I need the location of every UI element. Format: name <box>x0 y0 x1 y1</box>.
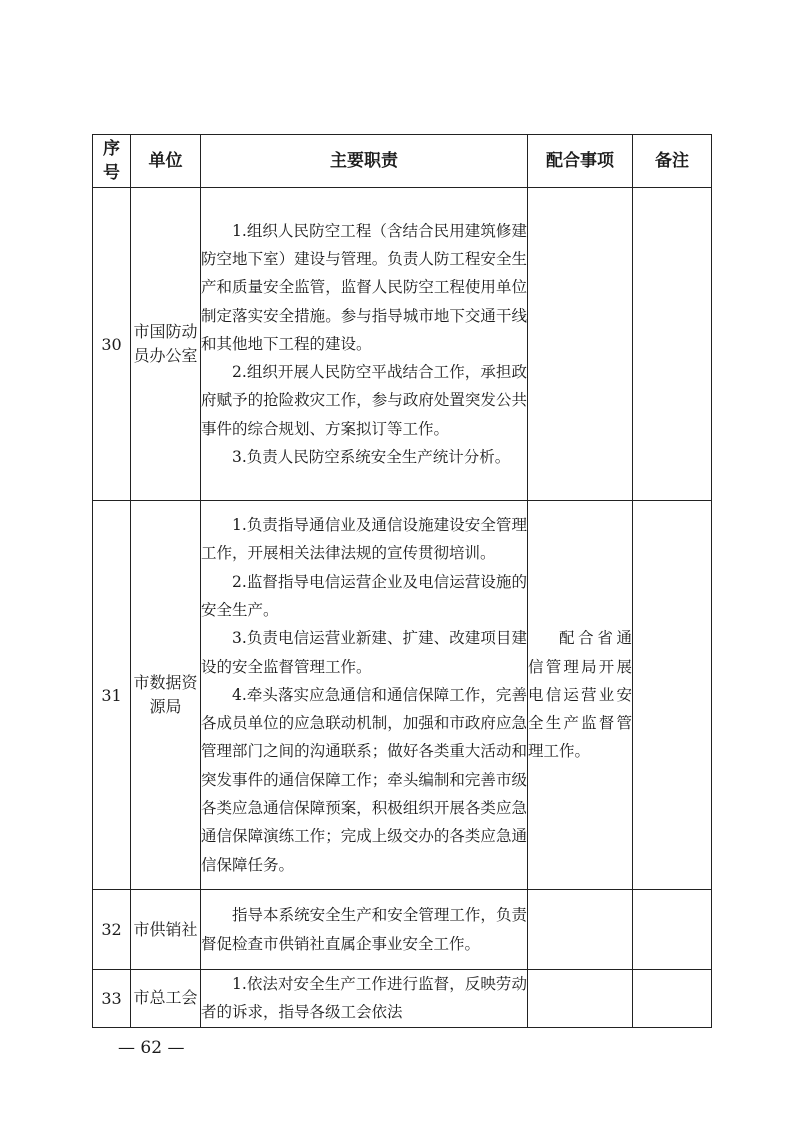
row-unit: 市数据资源局 <box>131 501 201 890</box>
duty-item: 3.负责人民防空系统安全生产统计分析。 <box>232 448 511 467</box>
table-row <box>93 970 712 1028</box>
duty-item: 1.依法对安全生产工作进行监督，反映劳动者的诉求，指导各级工会依法 <box>201 975 527 1022</box>
row-remarks <box>633 970 712 1028</box>
row-unit: 市总工会 <box>131 970 201 1028</box>
row-coop <box>528 970 633 1028</box>
table-row <box>93 188 712 501</box>
duty-item: 1.组织人民防空工程（含结合民用建筑修建防空地下室）建设与管理。负责人防工程安全生产和质量安全监管，监督人民防空工程使用单位制定落实安全措施。参与指导城市地下交通干线和其他地下工程的建设。 <box>201 221 527 353</box>
header-remarks: 备注 <box>633 135 712 188</box>
row-remarks <box>633 188 712 501</box>
duty-item: 4.牵头落实应急通信和通信保障工作，完善各成员单位的应急联动机制，加强和市政府应急管理部门之间的沟通联系；做好各类重大活动和突发事件的通信保障工作；牵头编制和完善市级各类应急通信保障预案，积极组织开展各类应急通信保障演练工作；完成上级交办的各类应急通信保障任务。 <box>201 685 527 874</box>
header-duties: 主要职责 <box>201 135 528 188</box>
coop-text: 配合省通信管理局开展电信运营业安全生产监督管理工作。 <box>528 629 632 761</box>
row-unit: 市国防动员办公室 <box>131 188 201 501</box>
table-row <box>93 501 712 890</box>
duty-item: 2.组织开展人民防空平战结合工作，承担政府赋予的抢险救灾工作，参与政府处置突发公共事件的综合规划、方案拟订等工作。 <box>201 363 527 438</box>
row-duties <box>201 501 528 890</box>
duty-item: 1.负责指导通信业及通信设施建设安全管理工作，开展相关法律法规的宣传贯彻培训。 <box>201 516 527 563</box>
table-row <box>93 890 712 970</box>
duty-item: 指导本系统安全生产和安全管理工作，负责督促检查市供销社直属企事业安全工作。 <box>201 906 527 953</box>
row-number: 32 <box>93 890 131 970</box>
page-number: — 62 — <box>118 1038 185 1058</box>
header-coop: 配合事项 <box>528 135 633 188</box>
row-remarks <box>633 501 712 890</box>
row-duties <box>201 970 528 1028</box>
header-seq: 序号 <box>93 135 131 188</box>
table-header-row <box>93 135 712 188</box>
duty-item: 3.负责电信运营业新建、扩建、改建项目建设的安全监督管理工作。 <box>201 629 527 676</box>
row-duties <box>201 890 528 970</box>
row-number: 33 <box>93 970 131 1028</box>
row-unit: 市供销社 <box>131 890 201 970</box>
row-remarks <box>633 890 712 970</box>
duty-table <box>92 134 712 1028</box>
row-coop <box>528 501 633 890</box>
row-coop <box>528 890 633 970</box>
duty-item: 2.监督指导电信运营企业及电信运营设施的安全生产。 <box>201 572 527 619</box>
row-number: 30 <box>93 188 131 501</box>
row-coop <box>528 188 633 501</box>
row-duties <box>201 188 528 501</box>
row-number: 31 <box>93 501 131 890</box>
header-unit: 单位 <box>131 135 201 188</box>
